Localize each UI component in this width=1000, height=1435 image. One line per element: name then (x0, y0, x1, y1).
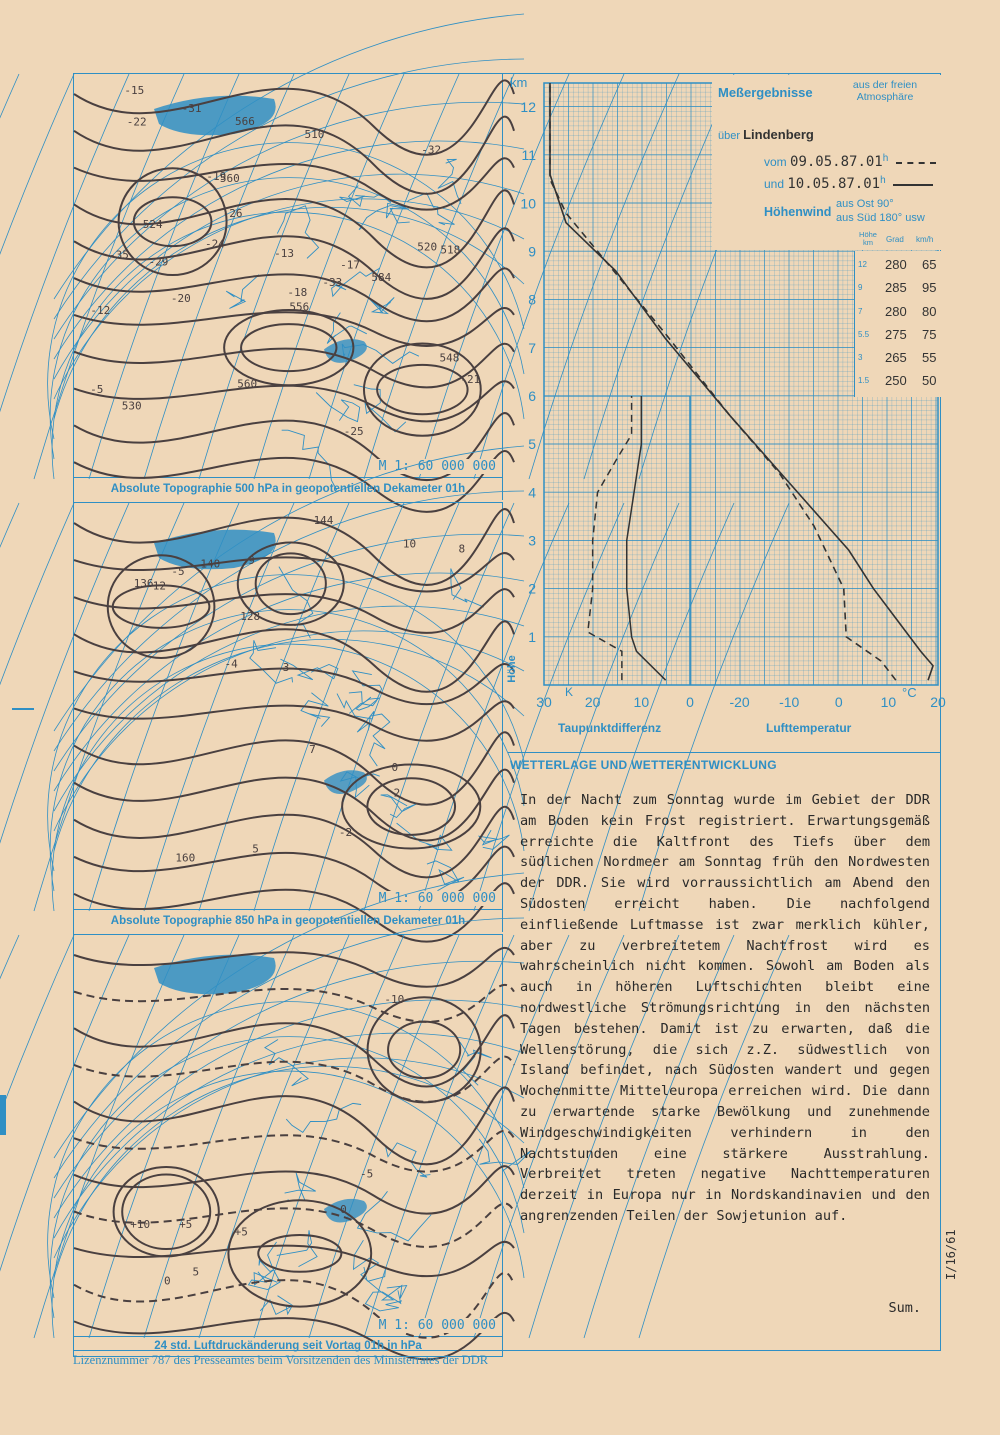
x-left-label: Taupunktdifferenz (558, 721, 662, 735)
wind-row-degree: 285 (885, 280, 907, 295)
map-label: -24 (204, 237, 225, 251)
map-label: +10 (130, 1217, 151, 1231)
wind-row (855, 280, 945, 302)
y-unit-label: km (510, 75, 528, 90)
map-label: -5 (171, 565, 185, 579)
wind-header-height: Höhe km (859, 230, 877, 247)
y-tick-label: 8 (528, 291, 536, 308)
date-1-line-sample (896, 162, 936, 164)
date-1-value: 09.05.87.01 (790, 154, 883, 170)
map-label: -33 (322, 275, 343, 289)
date-2-value: 10.05.87.01 (787, 176, 881, 192)
map-label: 556 (289, 300, 310, 314)
wind-row-height: 5.5 (858, 330, 870, 339)
x-left-tick-label: 30 (536, 694, 552, 710)
x-left-tick-label: 0 (686, 694, 694, 710)
map-label: -15 (124, 84, 145, 98)
side-code: I/16/61 (944, 1229, 958, 1280)
x-left-tick-label: 10 (633, 694, 650, 710)
dewpoint-line-dashed (588, 396, 632, 680)
margin-mark (12, 708, 34, 710)
map-500hpa-scale: M 1: 60 000 000 (378, 459, 496, 474)
wind-desc-1: aus Ost 90° (836, 198, 894, 210)
map-label: 160 (175, 851, 196, 865)
wind-row (855, 373, 945, 395)
map-label: 530 (121, 399, 142, 413)
wind-row (855, 327, 945, 349)
wind-table (854, 251, 942, 397)
map-label: 0 (163, 1274, 171, 1288)
dewpoint-line-solid (627, 396, 666, 680)
map-label: 5 (252, 842, 259, 856)
wind-row-degree: 250 (885, 373, 907, 388)
sounding-date-1 (764, 153, 936, 170)
x-right-unit: °C (902, 685, 917, 700)
sounding-station: Lindenberg (743, 127, 814, 142)
wind-title: Höhenwind (764, 205, 832, 219)
map-label: 144 (313, 514, 334, 528)
sounding-chart (505, 73, 946, 748)
map-label: -35 (108, 248, 129, 262)
date-2-prefix: und (764, 177, 785, 191)
map-label: 3 (282, 661, 290, 675)
map-label: 0 (391, 760, 399, 774)
sounding-station-prefix: über (718, 130, 741, 142)
footer-license: Lizenznummer 787 des Presseamtes beim Vorsitzenden des Ministerrates der DDR (73, 1353, 489, 1367)
wind-row-degree: 265 (885, 350, 907, 365)
wind-row-speed: 65 (922, 257, 937, 272)
wind-header-degree: Grad (886, 235, 904, 244)
map-label: 520 (417, 240, 438, 254)
map-500hpa-caption: Absolute Topographie 500 hPa in geopotentiellen Dekameter 01h (73, 478, 503, 500)
map-label: 0 (340, 1202, 347, 1216)
date-2-line-sample (893, 184, 933, 186)
y-tick-label: 4 (528, 484, 536, 501)
map-label: -25 (343, 425, 364, 439)
map-pressure-change-scale: M 1: 60 000 000 (378, 1318, 496, 1333)
sounding-date-2 (764, 175, 933, 192)
map-label: 566 (235, 114, 255, 128)
map-label: 2 (393, 786, 401, 800)
map-isolines (74, 509, 514, 942)
date-2-suffix: h (880, 175, 886, 186)
wind-row-height: 1.5 (858, 376, 870, 385)
map-label: 524 (142, 218, 163, 232)
article-signature: Sum. (888, 1300, 921, 1316)
wind-row (855, 350, 945, 372)
map-pressure-change-svg (74, 935, 504, 1338)
map-500hpa (73, 73, 503, 478)
map-label: -26 (222, 207, 243, 221)
map-label: -5 (90, 382, 104, 396)
y-tick-label: 3 (528, 532, 536, 549)
y-tick-label: 11 (521, 147, 536, 164)
map-label: 548 (439, 351, 460, 365)
wind-row-speed: 80 (922, 304, 937, 319)
map-labels (130, 993, 404, 1288)
x-right-tick-label: -10 (779, 694, 800, 710)
wind-row-degree: 275 (885, 327, 907, 342)
map-label: -17 (340, 258, 361, 272)
article-title: WETTERLAGE UND WETTERENTWICKLUNG (510, 758, 777, 772)
x-right-tick-label: -20 (729, 694, 750, 710)
map-pressure-change (73, 934, 503, 1337)
map-label: 10 (402, 537, 417, 551)
y-tick-label: 6 (528, 388, 536, 405)
map-label: 5 (192, 1265, 200, 1279)
x-right-tick-label: 0 (834, 694, 843, 710)
y-tick-label: 7 (528, 339, 536, 356)
map-850hpa-scale: M 1: 60 000 000 (378, 891, 496, 906)
y-tick-label: 1 (528, 628, 536, 645)
map-500hpa-svg (74, 74, 504, 479)
wind-row (855, 257, 945, 279)
wind-row-degree: 280 (885, 257, 907, 272)
x-left-tick-label: 20 (584, 694, 601, 710)
x-right-tick-label: 20 (930, 694, 946, 710)
x-right-label: Lufttemperatur (766, 721, 852, 735)
wind-row-speed: 55 (922, 350, 937, 365)
map-label: -31 (181, 102, 202, 116)
map-label: -22 (126, 115, 147, 129)
article-top-rule (508, 752, 941, 753)
weather-article (508, 752, 941, 1352)
wind-row-speed: 75 (922, 327, 937, 342)
y-tick-label: 2 (528, 580, 536, 597)
map-isolines (74, 948, 514, 1359)
wind-row-degree: 280 (885, 304, 907, 319)
map-label: -19 (206, 170, 227, 184)
map-label: 12 (152, 579, 166, 593)
y-tick-label: 12 (520, 99, 536, 116)
map-label: +5 (234, 1225, 248, 1239)
map-label: -29 (148, 255, 169, 269)
wind-row-height: 7 (858, 307, 863, 316)
date-1-prefix: vom (764, 155, 787, 169)
map-label: -2 (338, 825, 353, 839)
wind-row (855, 304, 945, 326)
wind-row-height: 3 (858, 353, 863, 362)
sounding-legend (712, 75, 941, 250)
map-label: 140 (200, 557, 221, 571)
map-label: -21 (460, 373, 481, 387)
map-label: 7 (309, 742, 316, 756)
map-850hpa (73, 502, 503, 910)
map-label: -13 (274, 246, 295, 260)
sounding-station-line (718, 127, 814, 142)
map-label: 560 (237, 377, 258, 391)
map-pressure-change-caption: 24 std. Luftdruckänderung seit Vortag 01h in hPa (73, 1335, 503, 1357)
map-label: 9 (248, 554, 255, 568)
y-axis-title: Höhe (505, 655, 518, 683)
wind-row-speed: 95 (922, 280, 937, 295)
map-label: -18 (287, 286, 308, 300)
date-1-suffix: h (882, 153, 889, 164)
y-tick-label: 10 (520, 195, 536, 212)
map-label: -12 (90, 303, 111, 317)
wind-header-speed: km/h (916, 235, 934, 244)
x-left-unit: K (565, 685, 574, 699)
article-body: In der Nacht zum Sonntag wurde im Gebiet der DDR am Boden kein Frost registriert. Erwartungsgemäß erreichte die Kaltfront des Tiefs über dem südlichen Nordmeer am Sonntag früh den Nordwesten der DDR. Sie wird vorraussichtlich am Abend den Südosten erreicht haben. Die nachfolgend einfließende Luftmasse ist zwar merklich kühler, aber zu verbreitetem Nachtfrost wird es wahrscheinlich nicht kommen. Sowohl am Boden als auch in höheren Luftschichten bleibt eine nordwestliche Strömungsrichtung in den nächsten Tagen bestehen. Damit ist zu erwarten, daß die Wellenstörung, die sich z.Z. südwestlich von Island befindet, nach Südosten wandert und gegen Wochenmitte Mitteleuropa erreichen wird. Die dann zu erwartende starke Bewölkung und zunehmende Windgeschwindigkeiten verhindern in den Nachtstunden eine stärkere Ausstrahlung. Verbreitet treten negative Nachttemperaturen derzeit in Europa nur in Nordskandinavien und den angrenzenden Teilen der Sowjetunion auf. (520, 792, 930, 1224)
x-right-tick-label: 10 (880, 694, 897, 710)
sounding-title: Meßergebnisse (718, 85, 813, 100)
map-label: -10 (384, 993, 405, 1007)
map-label: -20 (170, 292, 191, 306)
map-label: +5 (179, 1217, 193, 1231)
map-label: 584 (371, 271, 392, 285)
y-tick-label: 9 (528, 243, 536, 260)
map-labels (134, 514, 465, 864)
map-label: 128 (240, 609, 261, 623)
wind-desc-2: aus Süd 180° usw (836, 212, 925, 224)
map-label: -4 (224, 657, 238, 671)
map-label: 560 (219, 172, 240, 186)
map-850hpa-caption: Absolute Topographie 850 hPa in geopotentiellen Dekameter 01h (73, 910, 503, 932)
map-label: 510 (304, 127, 325, 141)
map-850hpa-svg (74, 503, 504, 911)
wind-row-height: 12 (858, 260, 867, 269)
wind-row-speed: 50 (922, 373, 937, 388)
map-label: -5 (360, 1167, 374, 1181)
map-label: 136 (133, 577, 154, 591)
map-label: -32 (421, 143, 442, 157)
sounding-subtitle: aus der freien Atmosphäre (852, 79, 918, 103)
wind-row-height: 9 (858, 283, 863, 292)
map-feature (324, 770, 367, 794)
map-label: 8 (458, 542, 466, 556)
y-tick-label: 5 (528, 436, 536, 453)
map-label: 518 (440, 243, 461, 257)
